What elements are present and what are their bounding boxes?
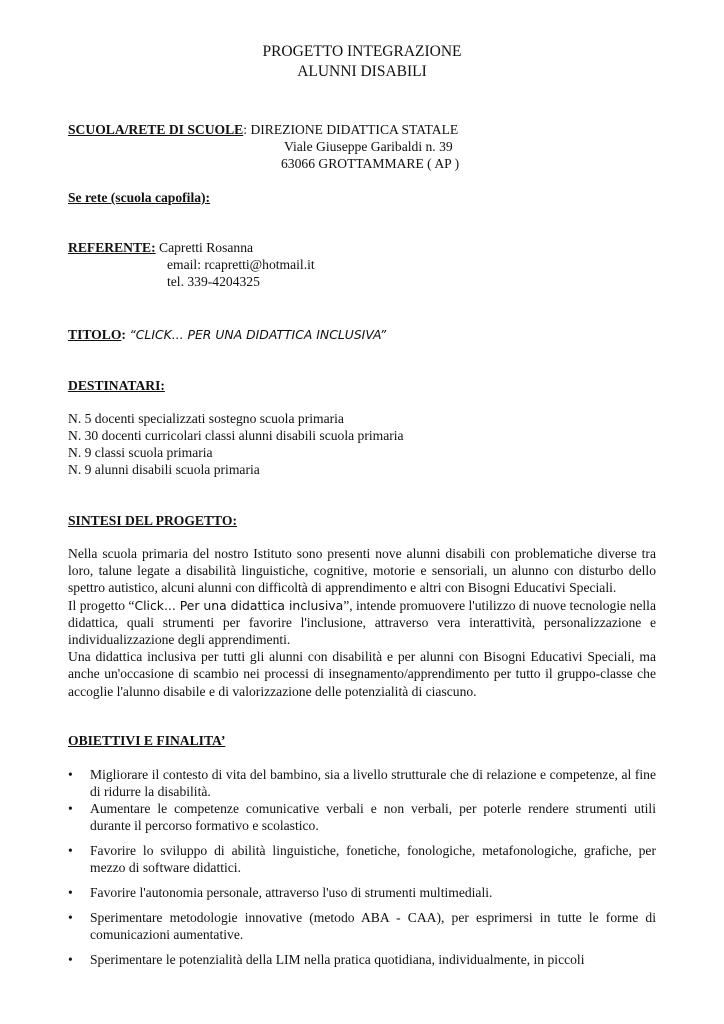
- obiettivi-label: OBIETTIVI E FINALITA’: [68, 733, 226, 748]
- bullet-icon: •: [68, 843, 73, 858]
- list-item-text: Migliorare il contesto di vita del bambino, sia a livello strutturale che di relazione e competenze, al fine di ridurre la disabilità.: [90, 767, 656, 799]
- sintesi-p2-suffix: ”, intende promuovere l'utilizzo di nuove tecnologie nella didattica, quali strumenti per favorire l'inclusione, attraverso vera interattività, personalizzazione e individualizzazione degli apprendimenti.: [68, 597, 656, 648]
- sintesi-paragraph: Una didattica inclusiva per tutti gli alunni con disabilità e per alunni con Bisogni Educativi Speciali, ma anche un'occasione di scambio nei processi di insegnamento/apprendimento per tutto il gruppo-classe che accoglie l'alunno disabile e di valorizzazione delle potenzialità di ciascuno.: [68, 649, 656, 699]
- bullet-icon: •: [68, 952, 73, 967]
- destinatari-item: N. 30 docenti curricolari classi alunni disabili scuola primaria: [68, 428, 404, 443]
- scuola-section: [68, 122, 458, 138]
- titolo-label: TITOLO: [68, 327, 122, 342]
- bullet-icon: •: [68, 910, 73, 925]
- referente-label: REFERENTE:: [68, 240, 156, 255]
- scuola-label: SCUOLA/RETE DI SCUOLE: [68, 122, 244, 137]
- bullet-icon: •: [68, 801, 73, 816]
- list-item: [68, 842, 656, 876]
- list-item: [68, 909, 656, 943]
- referente-email: email: rcapretti@hotmail.it: [167, 257, 315, 272]
- sintesi-body: [68, 545, 656, 700]
- destinatari-item: N. 5 docenti specializzati sostegno scuola primaria: [68, 411, 344, 426]
- titolo-section: [68, 327, 386, 343]
- obiettivi-list: [68, 766, 656, 968]
- referente-name: Capretti Rosanna: [159, 240, 254, 255]
- sintesi-project-title: Click... Per una didattica inclusiva: [134, 597, 344, 613]
- doc-title-line2: ALUNNI DISABILI: [297, 63, 427, 80]
- sintesi-p2-prefix: Il progetto “: [68, 597, 135, 613]
- rete-label: Se rete (scuola capofila):: [68, 190, 211, 205]
- destinatari-label: DESTINATARI:: [68, 378, 165, 393]
- scuola-city: 63066 GROTTAMMARE ( AP ): [281, 156, 460, 171]
- scuola-colon: :: [243, 122, 251, 137]
- list-item-text: Sperimentare metodologie innovative (metodo ABA - CAA), per esprimersi in tutte le forme di comunicazioni aumentative.: [90, 910, 656, 942]
- doc-title-line1: PROGETTO INTEGRAZIONE: [262, 43, 462, 60]
- titolo-value: “CLICK... PER UNA DIDATTICA INCLUSIVA”: [129, 327, 387, 342]
- list-item: [68, 951, 656, 968]
- list-item-text: Sperimentare le potenzialità della LIM nella pratica quotidiana, individualmente, in piccoli: [90, 952, 585, 967]
- list-item-text: Favorire lo sviluppo di abilità linguistiche, fonetiche, fonologiche, metafonologiche, grafiche, per mezzo di software didattici.: [90, 843, 656, 875]
- scuola-name: DIREZIONE DIDATTICA STATALE: [250, 122, 459, 137]
- destinatari-item: N. 9 alunni disabili scuola primaria: [68, 462, 260, 477]
- bullet-icon: •: [68, 885, 73, 900]
- titolo-colon: :: [121, 327, 126, 342]
- list-item-text: Favorire l'autonomia personale, attraverso l'uso di strumenti multimediali.: [90, 885, 493, 900]
- bullet-icon: •: [68, 767, 73, 782]
- list-item: [68, 766, 656, 800]
- sintesi-label: SINTESI DEL PROGETTO:: [68, 513, 237, 528]
- destinatari-item: N. 9 classi scuola primaria: [68, 445, 213, 460]
- scuola-address: Viale Giuseppe Garibaldi n. 39: [284, 139, 453, 154]
- referente-section: [68, 240, 253, 256]
- sintesi-paragraph: Nella scuola primaria del nostro Istituto sono presenti nove alunni disabili con problematiche diverse tra loro, talune legate a disabilità linguistiche, cognitive, motorie e sensoriali, un alunno con disturbo dello spettro autistico, alcuni alunni con difficoltà di apprendimento e altri con Bisogni Educativi Speciali.: [68, 546, 656, 596]
- list-item-text: Aumentare le competenze comunicative verbali e non verbali, per poterle rendere strumenti utili durante il percorso formativo e scolastico.: [90, 801, 656, 833]
- list-item: [68, 884, 656, 901]
- referente-tel: tel. 339-4204325: [167, 274, 260, 289]
- sintesi-paragraph: [68, 597, 656, 649]
- list-item: [68, 800, 656, 834]
